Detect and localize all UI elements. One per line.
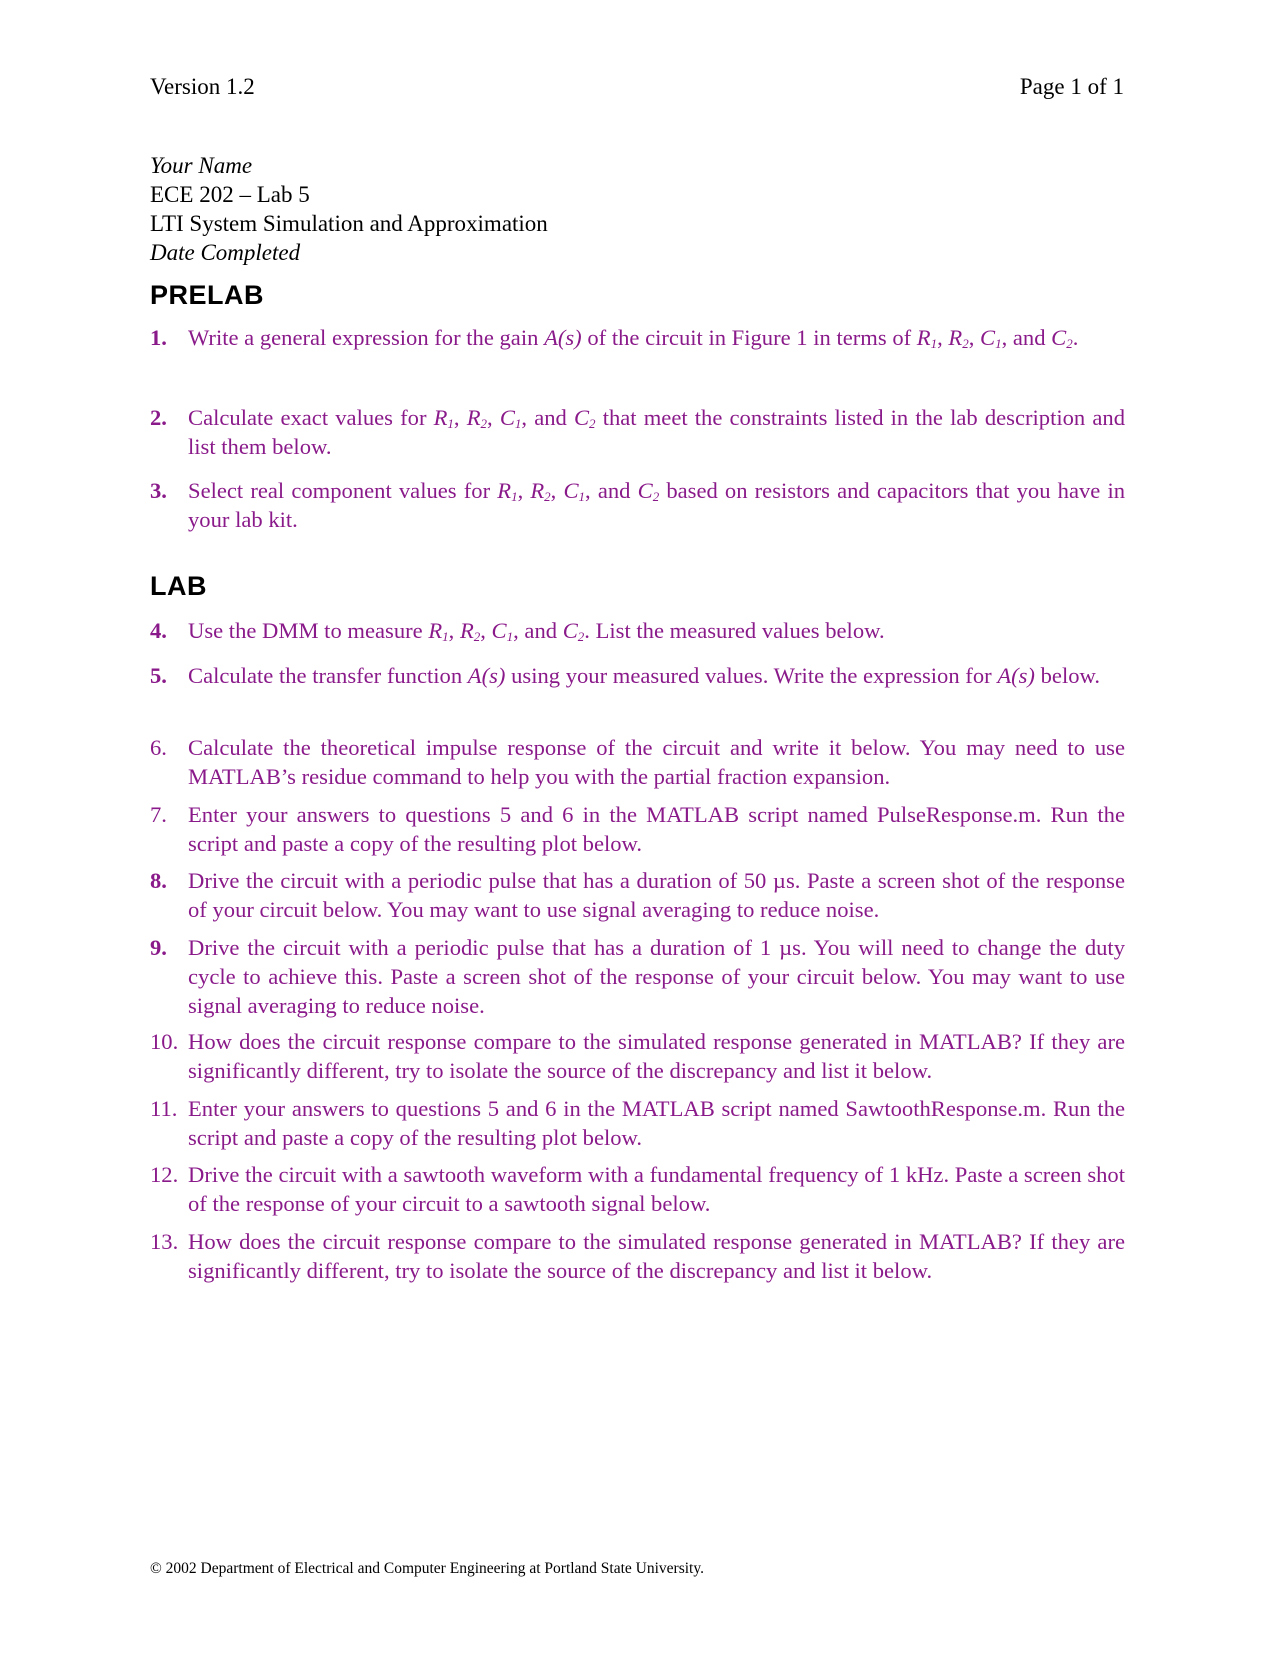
question-11: 11. Enter your answers to questions 5 and 6 in the MATLAB script named SawtoothResponse.m. Run the script and paste a copy of the resulting plot below. [150, 1096, 1125, 1150]
prelab-heading: PRELAB [150, 280, 265, 310]
student-name: Your Name [150, 153, 253, 178]
version-label: Version 1.2 [150, 74, 255, 99]
lab-heading: LAB [150, 571, 207, 601]
question-1: 1. Write a general expression for the gain A(s) of the circuit in Figure 1 in terms of $R_1$, $R_2$, $C_1$, and $C_2$. [150, 323, 1125, 352]
question-12: 12. Drive the circuit with a sawtooth waveform with a fundamental frequency of 1 kHz. Paste a screen shot of the response of your circuit to a sawtooth signal below. [150, 1162, 1125, 1216]
question-text: Select real component values for $R_1$, $R_2$, $C_1$, and $C_2$ based on resistors and capacitors that you have in your lab kit. [188, 478, 1126, 532]
question-8: 8. Drive the circuit with a periodic pulse that has a duration of 50 µs. Paste a screen shot of the response of your circuit below. You may want to use signal averaging to reduce noise. [150, 868, 1125, 922]
question-text: Drive the circuit with a periodic pulse that has a duration of 1 µs. You will need to change the duty cycle to achieve this. Paste a screen shot of the response of your circuit below. You may want to use signal averaging to reduce noise. [188, 935, 1125, 1018]
question-text: Drive the circuit with a sawtooth waveform with a fundamental frequency of 1 kHz. Paste a screen shot of the response of your circuit to a sawtooth signal below. [188, 1162, 1125, 1216]
question-3: 3. Select real component values for $R_1$, $R_2$, $C_1$, and $C_2$ based on resistors and capacitors that you have in your lab kit. [150, 478, 1126, 532]
question-text: Calculate the theoretical impulse response of the circuit and write it below. You may need to use MATLAB’s residue command to help you with the partial fraction expansion. [188, 735, 1125, 789]
question-7: 7. Enter your answers to questions 5 and 6 in the MATLAB script named PulseResponse.m. Run the script and paste a copy of the resulting plot below. [150, 802, 1125, 856]
question-6: 6. Calculate the theoretical impulse response of the circuit and write it below. You may need to use MATLAB’s residue command to help you with the partial fraction expansion. [150, 735, 1125, 789]
lab-title: LTI System Simulation and Approximation [150, 211, 548, 236]
course-title: ECE 202 – Lab 5 [150, 182, 310, 207]
question-text: Use the DMM to measure $R_1$, $R_2$, $C_1$, and $C_2$. List the measured values below. [188, 618, 885, 644]
question-2: 2. Calculate exact values for $R_1$, $R_2$, $C_1$, and $C_2$ that meet the constraints listed in the lab description and list them below. [150, 405, 1125, 459]
question-text: Calculate the transfer function A(s) using your measured values. Write the expression for A(s) below. [188, 663, 1101, 688]
page-number: Page 1 of 1 [1019, 74, 1124, 99]
question-9: 9. Drive the circuit with a periodic pulse that has a duration of 1 µs. You will need to change the duty cycle to achieve this. Paste a screen shot of the response of your circuit below. You may want to use signal averaging to reduce noise. [150, 935, 1125, 1018]
question-text: Enter your answers to questions 5 and 6 in the MATLAB script named SawtoothResponse.m. Run the script and paste a copy of the resulting plot below. [188, 1096, 1125, 1150]
question-text: How does the circuit response compare to the simulated response generated in MATLAB? If they are significantly different, try to isolate the source of the discrepancy and list it below. [188, 1029, 1125, 1083]
question-text: How does the circuit response compare to the simulated response generated in MATLAB? If they are significantly different, try to isolate the source of the discrepancy and list it below. [188, 1229, 1125, 1283]
copyright-footer: © 2002 Department of Electrical and Computer Engineering at Portland State University. [150, 1560, 704, 1577]
question-5: 5. Calculate the transfer function A(s) using your measured values. Write the expression for A(s) below. [150, 661, 1125, 690]
date-completed: Date Completed [150, 240, 301, 265]
question-text: Calculate exact values for $R_1$, $R_2$, $C_1$, and $C_2$ that meet the constraints listed in the lab description and list them below. [188, 405, 1125, 459]
question-text: Write a general expression for the gain A(s) of the circuit in Figure 1 in terms of $R_1$, $R_2$, $C_1$, and $C_2$. [188, 325, 1079, 351]
question-4: 4. Use the DMM to measure $R_1$, $R_2$, $C_1$, and $C_2$. List the measured values below. [150, 616, 1125, 645]
question-13: 13. How does the circuit response compare to the simulated response generated in MATLAB? If they are significantly different, try to isolate the source of the discrepancy and list it below. [150, 1229, 1125, 1283]
document-meta [150, 151, 548, 267]
question-10: 10. How does the circuit response compare to the simulated response generated in MATLAB? If they are significantly different, try to isolate the source of the discrepancy and list it below. [150, 1029, 1125, 1083]
question-text: Enter your answers to questions 5 and 6 in the MATLAB script named PulseResponse.m. Run the script and paste a copy of the resulting plot below. [188, 802, 1125, 856]
question-text: Drive the circuit with a periodic pulse that has a duration of 50 µs. Paste a screen shot of the response of your circuit below. You may want to use signal averaging to reduce noise. [188, 868, 1125, 922]
